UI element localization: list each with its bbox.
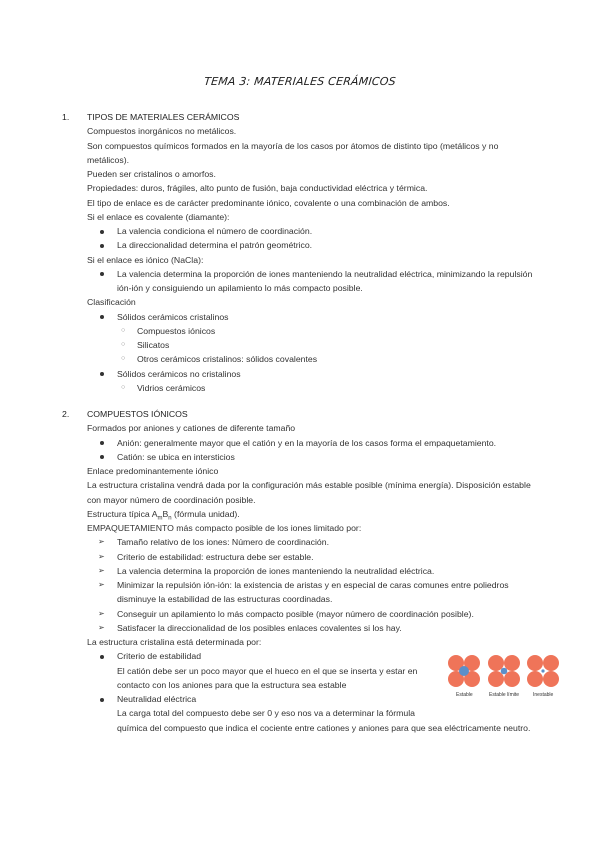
paragraph: Formados por aniones y cationes de diferente tamaño: [87, 423, 296, 434]
formula-text: Estructura típica A: [87, 508, 158, 519]
paragraph: El catión debe ser un poco mayor que el hueco en el que se inserta y estar en: [117, 665, 418, 676]
list-item: Anión: generalmente mayor que el catión y en la mayoría de los casos forma el empaquetamiento.: [117, 437, 497, 448]
bullet-icon: [100, 441, 104, 445]
arrow-bullet-icon: ➢: [98, 537, 105, 547]
list-item: La valencia determina la proporción de iones manteniendo la neutralidad eléctrica.: [117, 565, 435, 576]
section-number: 1.: [62, 112, 70, 122]
formula-text: (fórmula unidad).: [171, 508, 240, 519]
paragraph: Si el enlace es iónico (NaCla):: [87, 254, 204, 265]
list-item: Sólidos cerámicos no cristalinos: [117, 368, 241, 379]
paragraph: metálicos).: [87, 154, 129, 165]
paragraph: El tipo de enlace es de carácter predominante iónico, covalente o una combinación de ambos.: [87, 197, 450, 208]
list-item: Minimizar la repulsión ión-ión: la existencia de aristas y en especial de caras comunes entre poliedros: [117, 580, 509, 590]
paragraph: Si el enlace es covalente (diamante):: [87, 211, 230, 222]
section-number: 2.: [62, 409, 70, 419]
paragraph: Clasificación: [87, 297, 136, 308]
circle-bullet-icon: ○: [121, 383, 126, 391]
list-item: Criterio de estabilidad: [117, 651, 202, 662]
page-title: TEMA 3: MATERIALES CERÁMICOS: [203, 75, 397, 88]
paragraph: La carga total del compuesto debe ser 0 y eso nos va a determinar la fórmula: [117, 708, 415, 719]
paragraph: EMPAQUETAMIENTO más compacto posible de los iones limitado por:: [87, 523, 362, 533]
circle-bullet-icon: ○: [121, 341, 126, 348]
paragraph: La estructura cristalina está determinada por:: [87, 637, 262, 647]
ion-stability-figure: [447, 654, 572, 700]
formula-line: [0, 507, 600, 521]
paragraph: Pueden ser cristalinos o amorfos.: [87, 169, 216, 179]
arrow-bullet-icon: ➢: [98, 608, 105, 618]
sub-list-item: Otros cerámicos cristalinos: sólidos covalentes: [137, 354, 318, 365]
list-item: Sólidos cerámicos cristalinos: [117, 311, 229, 322]
limit-stable-configuration: [488, 655, 520, 687]
bullet-icon: [100, 315, 104, 319]
list-item: La direccionalidad determina el patrón geométrico.: [117, 240, 313, 251]
bullet-icon: [100, 272, 104, 276]
circle-bullet-icon: ○: [121, 326, 126, 334]
subscript: m: [157, 515, 163, 522]
list-item-continued: disminuye la estabilidad de las estructuras coordinadas.: [117, 594, 333, 605]
paragraph: Son compuestos químicos formados en la mayoría de los casos por átomos de distinto tipo (metálicos y no: [87, 140, 499, 151]
section-heading: COMPUESTOS IÓNICOS: [87, 409, 188, 419]
bullet-icon: [100, 372, 104, 376]
formula-text: B: [162, 508, 169, 519]
list-item: Catión: se ubica en intersticios: [117, 451, 235, 462]
figure-caption: Inestable: [533, 692, 554, 698]
subscript: n: [168, 515, 172, 522]
stable-configuration: [448, 655, 480, 687]
section-heading: TIPOS DE MATERIALES CERÁMICOS: [87, 112, 240, 122]
unstable-configuration: [527, 655, 559, 687]
paragraph: con mayor número de coordinación posible.: [87, 494, 256, 505]
figure-caption: Estable límite: [489, 692, 520, 698]
list-item: Criterio de estabilidad: estructura debe ser estable.: [117, 551, 314, 562]
section-1: [0, 110, 600, 395]
paragraph: La estructura cristalina vendrá dada por la configuración más estable posible (mínima energía). Disposición estable: [87, 480, 531, 491]
list-item: Tamaño relativo de los iones: Número de coordinación.: [117, 537, 329, 548]
paragraph: Propiedades: duros, frágiles, alto punto de fusión, baja conductividad eléctrica y térmica.: [87, 183, 428, 194]
list-item-continued: ión-ión y consiguiendo un apilamiento lo más compacto posible.: [117, 283, 363, 293]
sub-list-item: Vidrios cerámicos: [137, 382, 206, 393]
list-item: Conseguir un apilamiento lo más compacto posible (mayor número de coordinación posible).: [117, 608, 474, 619]
list-item: Satisfacer la direccionalidad de los posibles enlaces covalentes si los hay.: [117, 622, 402, 633]
paragraph: química del compuesto que indica el cociente entre cationes y aniones para que sea eléctricamente neutro.: [117, 722, 531, 733]
circle-bullet-icon: ○: [121, 355, 126, 363]
list-item: Neutralidad eléctrica: [117, 694, 197, 704]
sub-list-item: Silicatos: [137, 340, 170, 350]
arrow-bullet-icon: ➢: [98, 551, 105, 561]
bullet-icon: [100, 698, 104, 702]
figure-caption: Estable: [456, 692, 473, 698]
list-item: La valencia determina la proporción de iones manteniendo la neutralidad eléctrica, minimizando la repulsión: [117, 268, 533, 279]
sub-list-item: Compuestos iónicos: [137, 325, 216, 336]
list-item: La valencia condiciona el número de coordinación.: [117, 226, 313, 236]
paragraph: Compuestos inorgánicos no metálicos.: [87, 126, 237, 137]
ion-packing-diagram: [447, 654, 572, 692]
arrow-bullet-icon: ➢: [98, 565, 105, 575]
paragraph: Enlace predominantemente iónico: [87, 466, 219, 476]
paragraph: contacto con los aniones para que la estructura sea estable: [117, 679, 347, 690]
arrow-bullet-icon: ➢: [98, 580, 105, 589]
bullet-icon: [100, 244, 104, 248]
bullet-icon: [100, 230, 104, 234]
arrow-bullet-icon: ➢: [98, 622, 105, 632]
bullet-icon: [100, 455, 104, 459]
bullet-icon: [100, 655, 104, 659]
